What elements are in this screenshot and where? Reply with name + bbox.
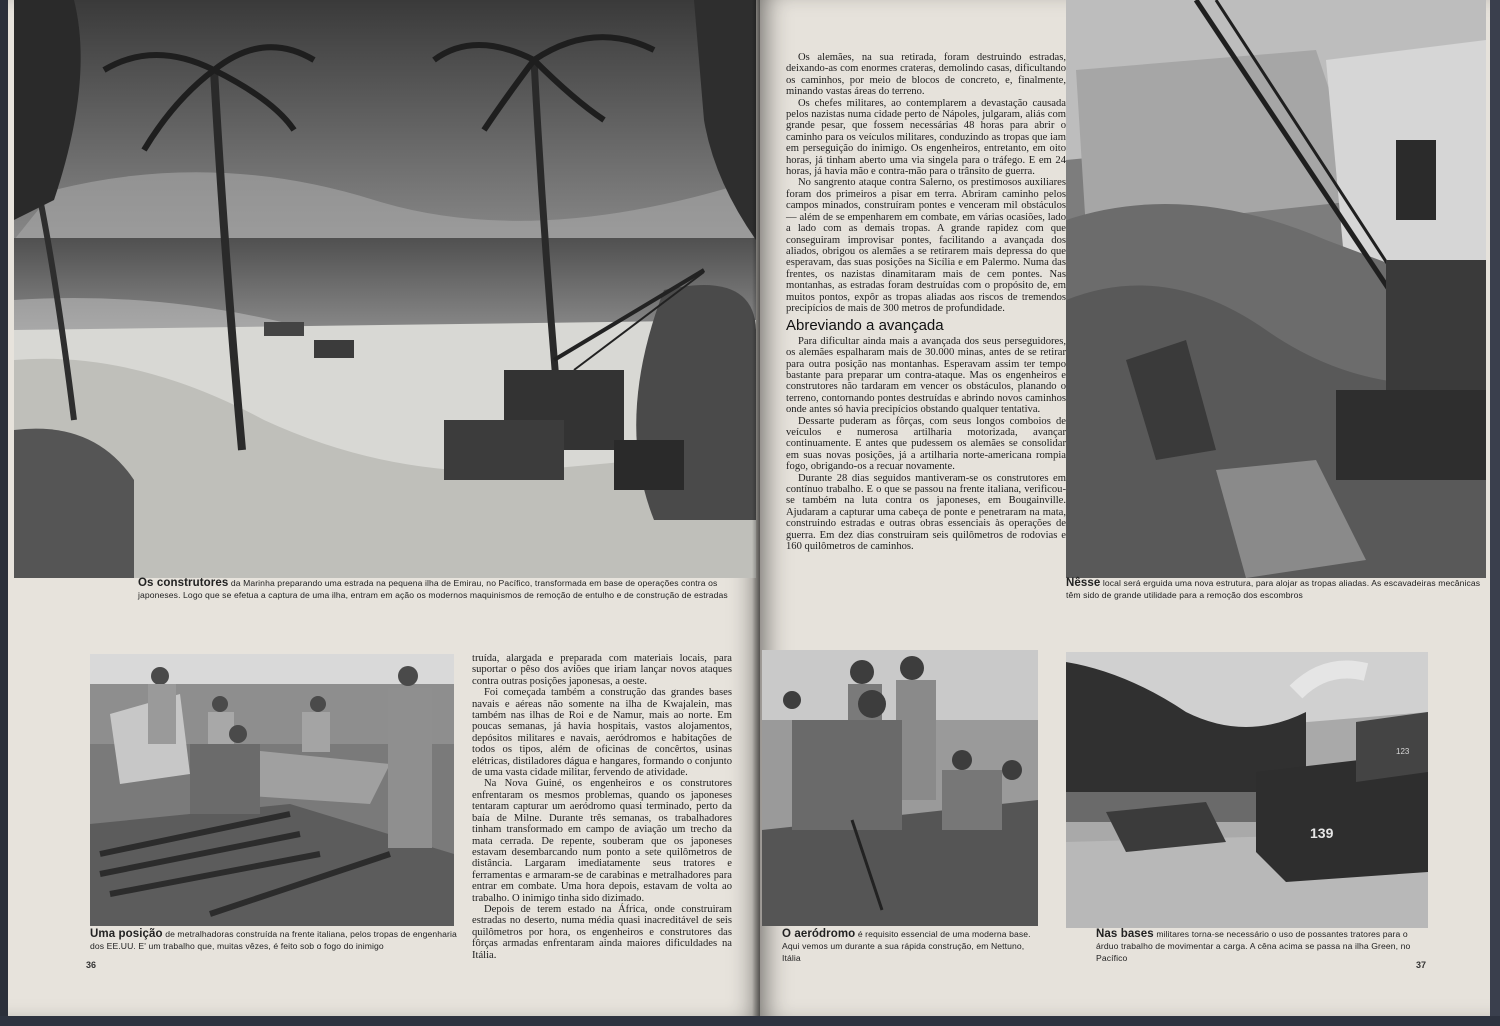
paragraph: No sangrento ataque contra Salerno, os prestimosos auxiliares foram dos primeiros a pisar em terra. Abriram caminho pelos campos minados, construíram pontes e venceram mil obstáculos — além de se empenharem em combate, em várias ocasiões, lado a lado com as demais tropas. A grande rapidez com que conseguiram improvisar pontes, facilitando a avançada dos aliados, obrigou os alemães a se retirarem mais depressa do que esperavam, das suas posições na Sicília e em Palermo. Numa das frentes, os nazistas dinamitaram mais de cem pontes. Nas montanhas, as estradas foram destruídas com o propósito de, em muitos pontos, expôr as tropas aliadas aos riscos de tremendos precipícios de mais de 300 metros de profundidade. <box>786 177 1066 314</box>
paragraph: Os chefes militares, ao contemplarem a devastação causada pelos nazistas numa cidade perto de Nápoles, julgaram, aliás com grande pesar, que fossem necessárias 48 horas para abrir o caminho para os veículos militares, conduzindo as tropas que iam em perseguição do inimigo. Os engenheiros, entretanto, em oito horas, já tinham aberto uma via singela para o tráfego. E em 24 horas, já havia mão e contra-mão para o trânsito de guerra. <box>786 97 1066 178</box>
paragraph: Foi começada também a construção das grandes bases navais e aéreas não somente na ilha de Kwajalein, mas também nas ilhas de Roi e de Namur, mais ao norte. Em poucas semanas, já havia hospitais, vastos alojamentos, depósitos militares e navais, aeródromos e habitações de todos os tipos, além de oficinas de concêrtos, usinas elétricas, distiladores dágua e hangares, formando o conjunto de uma vasta cidade militar, fervendo de atividade. <box>472 687 732 779</box>
caption-bold: Nas bases <box>1096 928 1154 940</box>
airfield-construction-photo <box>762 650 1038 926</box>
caption-text: de metralhadoras construída na frente italiana, pelos tropas de engenharia dos EE.UU. E' um trabalho que, muitas vêzes, é feito sob o fogo do inimigo <box>90 929 457 951</box>
caption-bold: Os construtores <box>138 577 229 589</box>
caption-text: é requisito essencial de uma moderna base. Aqui vemos um durante a sua rápida construção, em Nettuno, Itália <box>782 929 1031 963</box>
paragraph: Durante 28 dias seguidos mantiveram-se os construtores em contínuo trabalho. E o que se passou na frente italiana, verificou-se também na luta contra os japoneses, em Bougainville. Ajudaram a capturar uma cabeça de ponte e penetraram na mata, construindo estradas e outras obras essenciais às operações de guerra. Em dez dias construiram seis quilômetros de rodovias e 160 quilômetros de caminhos. <box>786 472 1066 553</box>
paragraph: Os alemães, na sua retirada, foram destruindo estradas, deixando-as com enormes crateras, demolindo casas, dificultando os caminhos, por meio de blocos de concreto, e, finalmente, minando vastas áreas do terreno. <box>786 52 1066 98</box>
article-column-right <box>786 52 1066 552</box>
bottom-photo-caption <box>90 928 460 952</box>
paragraph: Na Nova Guiné, os engenheiros e os construtores enfrentaram os mesmos problemas, quando os japoneses tentaram capturar um aeródromo quasi terminado, perto da baía de Milne. Durante três semanas, os trabalhadores tinham transformado em campo de aviação um trecho da mata cerrada. De repente, souberam que os japoneses estavam desembarcando num ponto a sete quilômetros de distância. Largaram imediatamente seus tratores e ferramentas e armaram-se de carabinas e metralhadores para entrar em combate. Uma hora depois, estavam de volta ao trabalho. O inimigo tinha sido dizimado. <box>472 778 732 904</box>
page-number-left: 36 <box>86 960 97 970</box>
right-page <box>760 0 1490 1016</box>
paragraph: Para dificultar ainda mais a avançada dos seus perseguidores, os alemães espalharam mais de 30.000 minas, antes de se retirar para outra posição nas montanhas. Esperavam assim ter tempo bastante para preparar um contra-ataque. Mas os engenheiros e construtores não tardaram em vencer os obstáculos, planando o terreno, contornando pontes destruídas e abrindo novos caminhos onde antes só havia precipícios obstando qualquer tentativa. <box>786 335 1066 416</box>
top-photo-caption <box>138 577 748 601</box>
caption-bold: Nêsse <box>1066 577 1101 589</box>
page-number-right: 37 <box>1416 960 1427 970</box>
section-heading: Abreviando a avançada <box>786 317 944 335</box>
landing-craft-photo <box>1066 652 1428 928</box>
machine-gun-position-photo <box>90 654 454 926</box>
left-page <box>8 0 760 1016</box>
right-edge-binding <box>1490 0 1500 1026</box>
caption-text: local será erguida uma nova estrutura, para alojar as tropas aliadas. As escavadeiras mecânicas têm sido de grande utilidade para a remoção dos escombros <box>1066 578 1481 600</box>
caption-text: militares torna-se necessário o uso de possantes tratores para o árduo trabalho de movimentar a carga. A cêna acima se passa na ilha Green, no Pacífico <box>1096 929 1411 963</box>
paragraph: truída, alargada e preparada com materiais locais, para suportar o pêso dos aviões que iriam lançar novos ataques contra outras posições japonesas, a oeste. <box>472 653 732 687</box>
paragraph: Dessarte puderam as fôrças, com seus longos comboios de veículos e numerosa artilharia motorizada, avançar continuamente. E antes que pudessem os alemães se consolidar em suas novas posições, já a artilharia norte-americana rompia fogo, obrigando-os a recuar novamente. <box>786 415 1066 473</box>
paragraph: Depois de terem estado na África, onde construiram estradas no deserto, numa média quasi inacreditável de seis quilômetros por hora, os engenheiros e construtores das fôrças armadas enfrentaram ainda maiores dificuldades na Itália. <box>472 903 732 961</box>
caption-bold: O aeródromo <box>782 928 856 940</box>
caption-text: da Marinha preparando uma estrada na pequena ilha de Emirau, no Pacífico, transformada em base de operações contra os japoneses. Logo que se efetua a captura de uma ilha, entram em ação os modernos maquinismos de remoção de entulho e de construção de estradas <box>138 578 728 600</box>
hull-number-139: 139 <box>1310 825 1334 841</box>
hull-number-123: 123 <box>1396 747 1410 756</box>
beach-construction-photo <box>14 0 756 578</box>
top-right-photo-caption <box>1066 577 1486 601</box>
excavator-rubble-photo <box>1066 0 1486 578</box>
article-column-left <box>472 653 732 961</box>
caption-bold: Uma posição <box>90 928 163 940</box>
airfield-photo-caption <box>782 928 1044 964</box>
bottom-edge <box>0 1016 1500 1026</box>
landing-craft-photo-caption <box>1096 928 1432 964</box>
